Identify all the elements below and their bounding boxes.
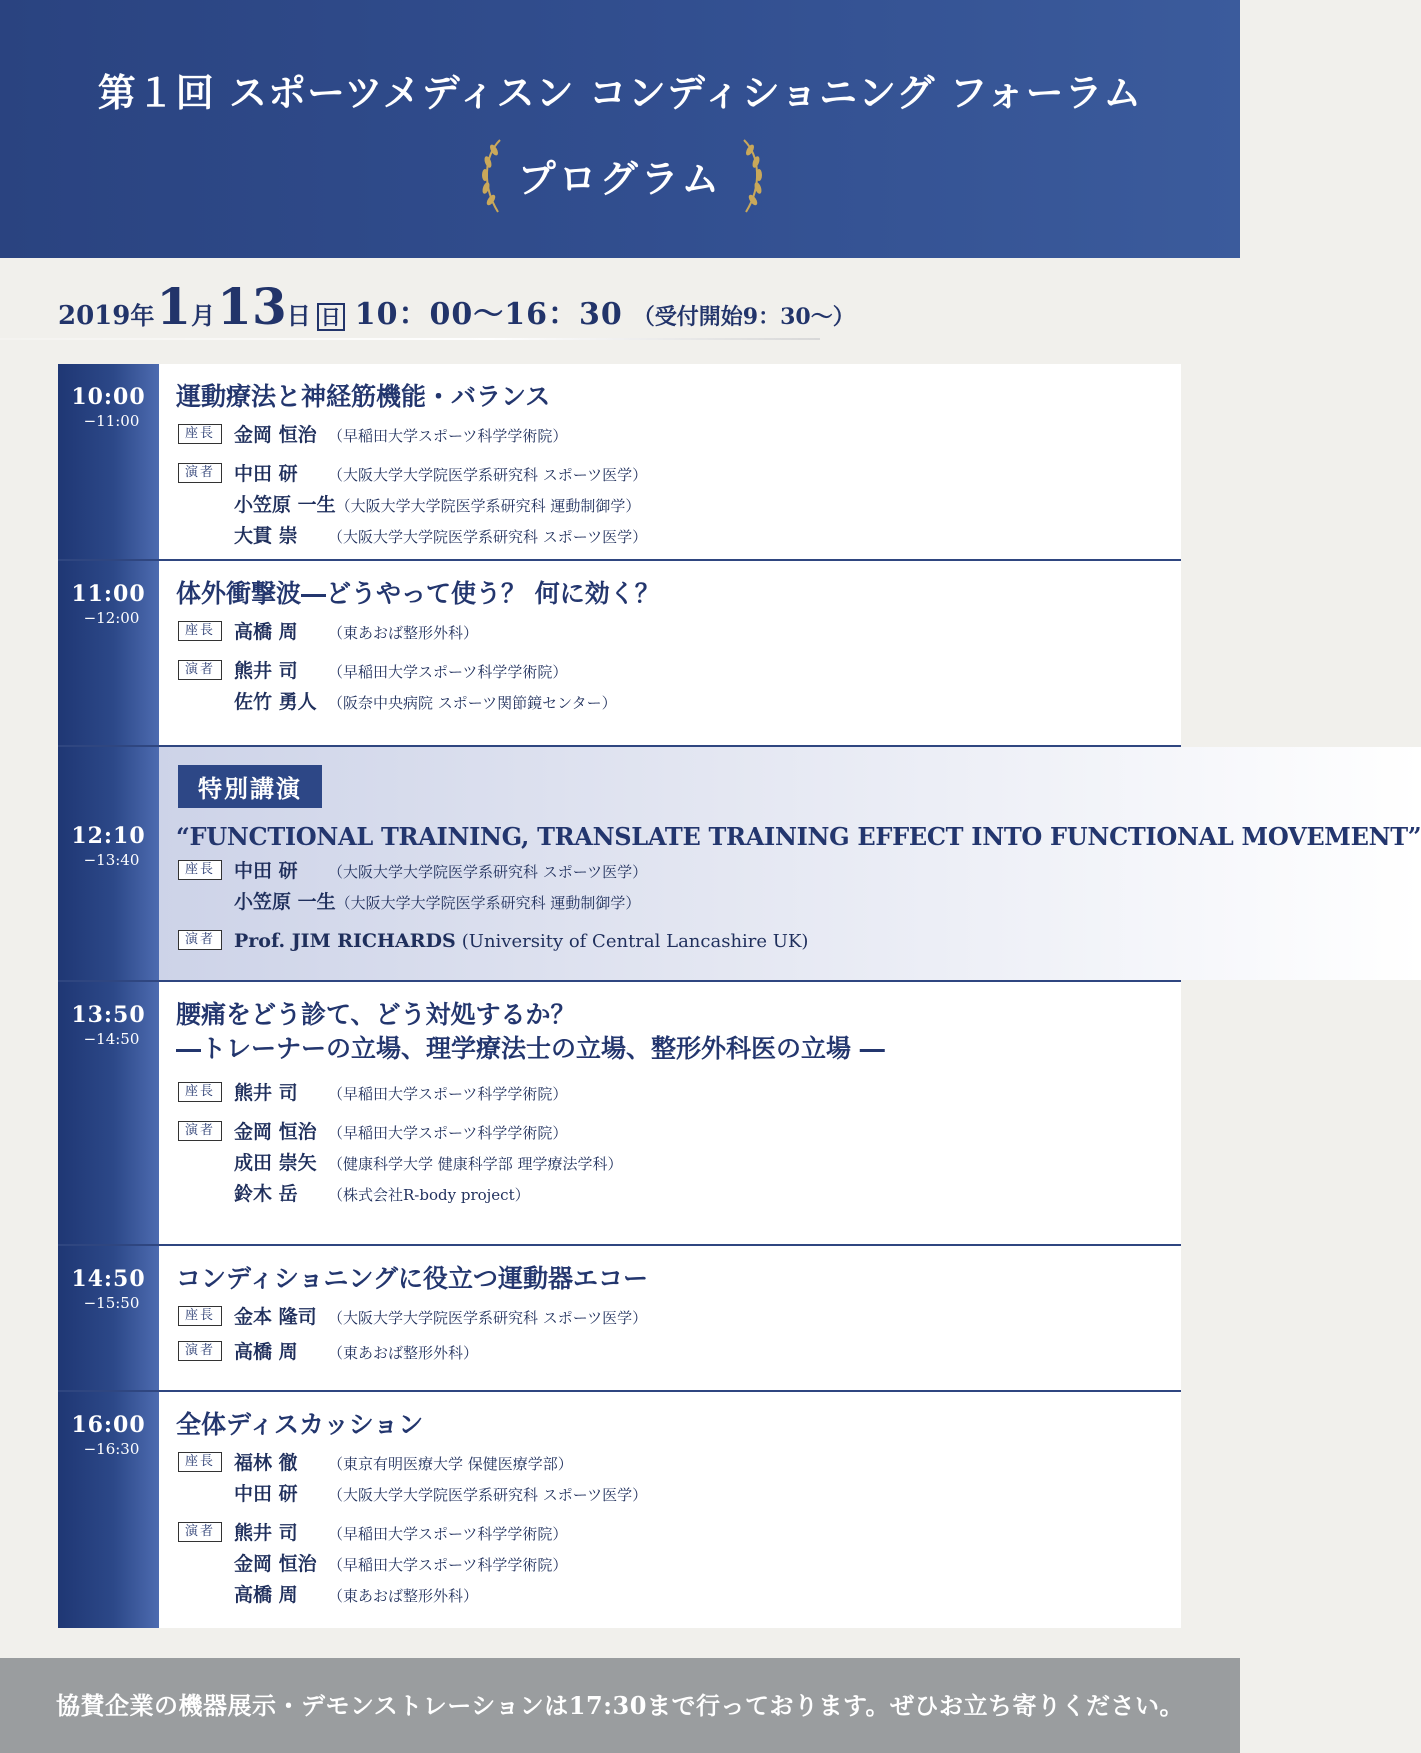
event-title: 第１回 スポーツメディスン コンディショニング フォーラム [97,70,1143,115]
session-content [159,561,1181,745]
person [234,1549,1181,1580]
session-start: 14:50 [71,1266,146,1292]
person [234,1179,1181,1210]
session-time [58,747,159,980]
session-time [58,364,159,559]
person [234,617,1181,648]
date-year-unit: 年 [130,301,155,330]
chair-label: 座長 [178,424,222,444]
session-time [58,561,159,745]
person-affiliation: （東あおば整形外科） [328,624,479,642]
session-subtitle: ―トレーナーの立場、理学療法士の立場、整形外科医の立場 ― [176,1034,885,1063]
session-content [159,982,1181,1244]
date-divider [0,338,820,340]
speaker-label: 演者 [178,1522,222,1542]
session-content [159,364,1181,559]
date-weekday: 日 [317,303,345,331]
person [234,1479,1181,1510]
person [234,926,1421,957]
chair-label: 座長 [178,1306,222,1326]
speaker-group [176,1117,1181,1210]
session-end: −15:50 [83,1294,140,1312]
person-name: 高橋 周 [234,1584,298,1606]
person [234,687,1181,718]
person [234,1302,1181,1333]
person-name: 熊井 司 [234,1082,298,1104]
session-content [159,1246,1181,1390]
person [234,656,1181,687]
session-content [159,747,1421,980]
event-subtitle: プログラム [517,156,723,201]
person-affiliation: （阪奈中央病院 スポーツ関節鏡センター） [328,694,617,712]
person-affiliation: （東京有明医療大学 保健医療学部） [328,1455,573,1473]
person [234,420,1181,451]
person-name: 熊井 司 [234,1522,298,1544]
person-name: 佐竹 勇人 [234,691,317,713]
person-affiliation: （健康科学大学 健康科学部 理学療法学科） [328,1155,623,1173]
speaker-group [176,459,1181,552]
session-start: 12:10 [71,823,146,849]
person-name: 小笠原 一生 [234,494,336,516]
chair-label: 座長 [178,1082,222,1102]
chair-group [176,1448,1181,1510]
person-name: 鈴木 岳 [234,1183,298,1205]
chair-group [176,856,1421,918]
reception-time: （受付開始9：30〜） [632,304,855,330]
person [234,1117,1181,1148]
session-end: −16:30 [83,1440,140,1458]
person-name: 金岡 恒治 [234,424,317,446]
session-6 [58,1392,1181,1628]
session-1 [58,364,1181,561]
session-title: “FUNCTIONAL TRAINING, TRANSLATE TRAINING EFFECT INTO FUNCTIONAL MOVEMENT” [176,822,1421,851]
person-name: 中田 研 [234,860,298,882]
chair-group [176,420,1181,451]
session-time [58,982,159,1244]
session-start: 11:00 [71,581,146,607]
person [234,1518,1181,1549]
session-end: −14:50 [83,1030,140,1048]
person-affiliation: （株式会社R-body project） [328,1186,530,1204]
date-month-unit: 月 [191,301,216,330]
person [234,1580,1181,1611]
speaker-label: 演者 [178,930,222,950]
session-title: 全体ディスカッション [176,1410,424,1439]
date-day-unit: 日 [286,301,311,330]
person [234,1448,1181,1479]
person-name: Prof. JIM RICHARDS [234,930,456,952]
speaker-label: 演者 [178,1341,222,1361]
person [234,1078,1181,1109]
chair-label: 座長 [178,621,222,641]
person-affiliation: （東あおば整形外科） [328,1587,479,1605]
person-affiliation: （大阪大学大学院医学系研究科 運動制御学） [335,497,641,515]
special-lecture-badge: 特別講演 [178,765,322,808]
session-end: −11:00 [83,412,140,430]
speaker-group [176,1337,1181,1368]
chair-label: 座長 [178,860,222,880]
person-name: 熊井 司 [234,660,298,682]
session-end: −13:40 [83,851,140,869]
session-start: 16:00 [71,1412,146,1438]
person-affiliation: （東あおば整形外科） [328,1344,479,1362]
chair-group [176,1078,1181,1109]
person-affiliation: （大阪大学大学院医学系研究科 運動制御学） [335,894,641,912]
date-day: 13 [217,277,287,336]
person-name: 中田 研 [234,1483,298,1505]
chair-label: 座長 [178,1452,222,1472]
event-time: 10：00〜16：30 [354,297,623,332]
person-affiliation: （大阪大学大学院医学系研究科 スポーツ医学） [328,1486,648,1504]
session-title: 腰痛をどう診て、どう対処するか？ [176,1000,576,1029]
date-year: 2019 [58,301,131,331]
person-name: 金岡 恒治 [234,1121,317,1143]
person-affiliation: （大阪大学大学院医学系研究科 スポーツ医学） [328,528,648,546]
session-4 [58,982,1181,1246]
speaker-group [176,656,1181,718]
session-time [58,1392,159,1628]
session-title: コンディショニングに役立つ運動器エコー [176,1264,649,1293]
session-5 [58,1246,1181,1392]
person [234,856,1421,887]
person-name: 中田 研 [234,463,298,485]
person-affiliation: （大阪大学大学院医学系研究科 スポーツ医学） [328,466,648,484]
person-affiliation: (University of Central Lancashire UK) [461,931,809,952]
person [234,490,1181,521]
speaker-label: 演者 [178,463,222,483]
person-affiliation: （早稲田大学スポーツ科学学術院） [328,1085,568,1103]
program-list [58,364,1421,1628]
person-affiliation: （大阪大学大学院医学系研究科 スポーツ医学） [328,863,648,881]
person-affiliation: （早稲田大学スポーツ科学学術院） [328,1124,568,1142]
session-end: −12:00 [83,609,140,627]
exhibition-notice: 協賛企業の機器展示・デモンストレーションは17:30まで行っております。ぜひお立ち寄りください。 [0,1658,1240,1753]
person-name: 福林 徹 [234,1452,298,1474]
event-date [58,277,855,336]
session-title: 運動療法と神経筋機能・バランス [176,382,551,411]
person [234,521,1181,552]
session-start: 13:50 [71,1002,146,1028]
person [234,887,1421,918]
person-name: 高橋 周 [234,621,298,643]
person-name: 金岡 恒治 [234,1553,317,1575]
session-2 [58,561,1181,747]
person-name: 成田 崇矢 [234,1152,317,1174]
session-content [159,1392,1181,1628]
person-affiliation: （早稲田大学スポーツ科学学術院） [328,1556,568,1574]
session-3 [58,747,1421,982]
person-name: 大貫 崇 [234,525,298,547]
person-affiliation: （早稲田大学スポーツ科学学術院） [328,1525,568,1543]
session-start: 10:00 [71,384,146,410]
laurel-right-icon [738,136,768,216]
person-affiliation: （早稲田大学スポーツ科学学術院） [328,427,568,445]
speaker-label: 演者 [178,660,222,680]
speaker-group [176,1518,1181,1611]
chair-group [176,1302,1181,1333]
person-affiliation: （早稲田大学スポーツ科学学術院） [328,663,568,681]
person [234,1148,1181,1179]
person [234,459,1181,490]
person [234,1337,1181,1368]
session-time [58,1246,159,1390]
speaker-label: 演者 [178,1121,222,1141]
person-name: 金本 隆司 [234,1306,317,1328]
session-title: 体外衝撃波―どうやって使う？ 何に効く？ [176,579,660,608]
date-month: 1 [156,277,192,336]
person-name: 小笠原 一生 [234,891,336,913]
chair-group [176,617,1181,648]
person-affiliation: （大阪大学大学院医学系研究科 スポーツ医学） [328,1309,648,1327]
person-name: 高橋 周 [234,1341,298,1363]
speaker-group [176,926,1421,957]
header-banner [0,0,1240,258]
